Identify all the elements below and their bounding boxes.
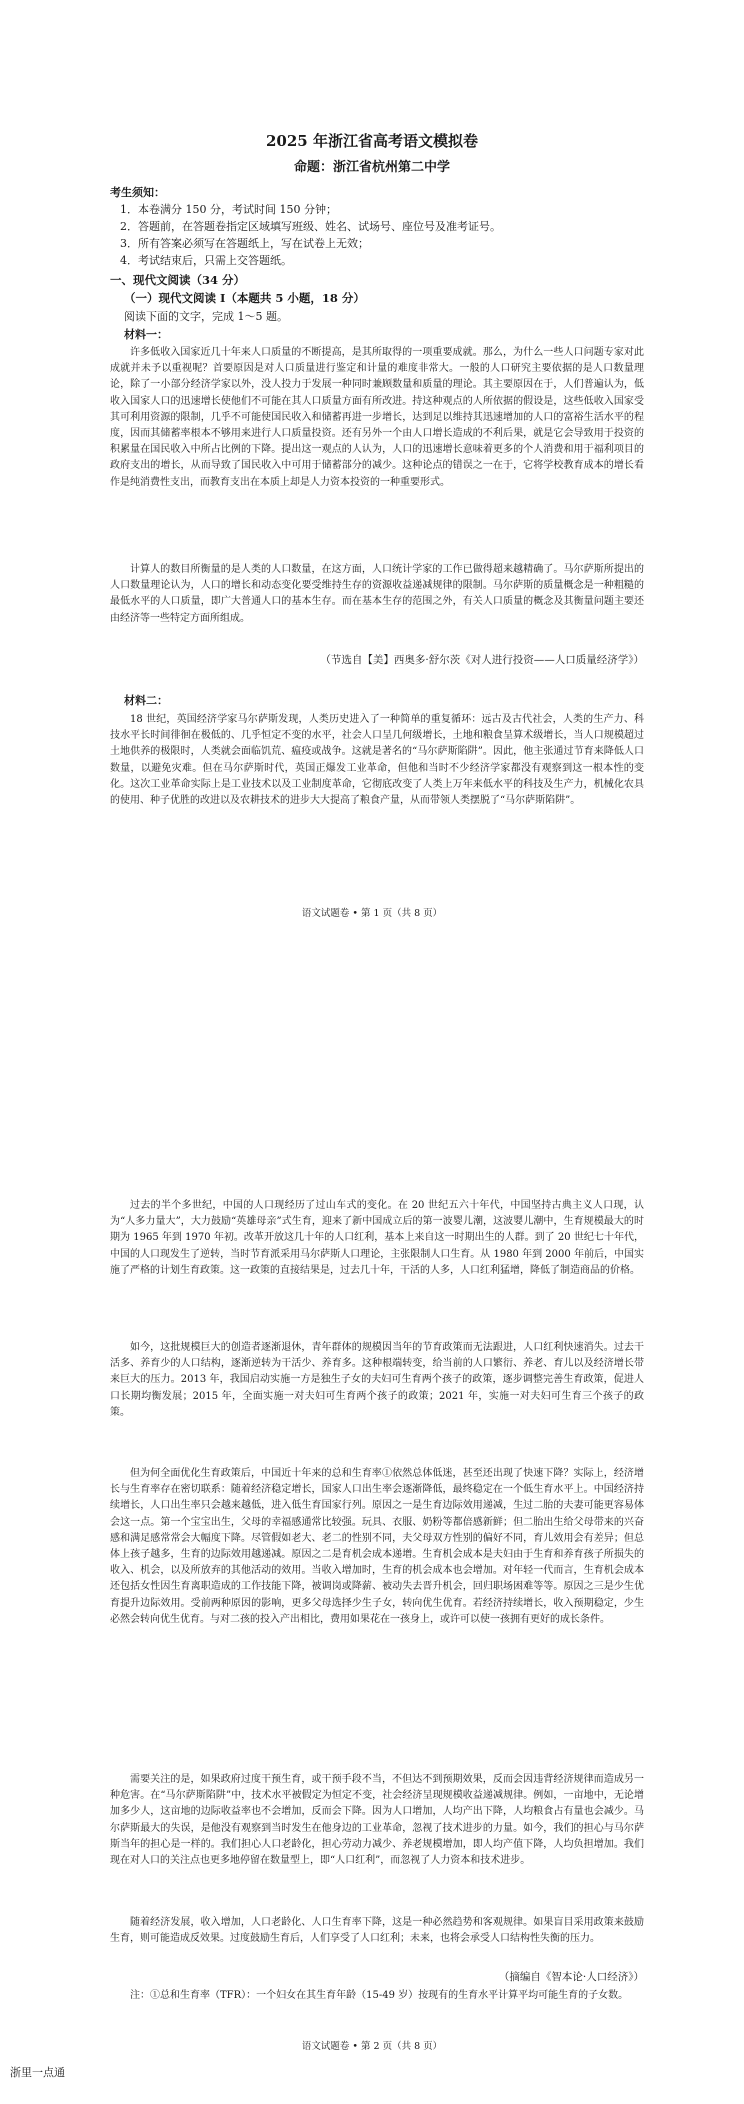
notice-item: 3．所有答案必须写在答题纸上，写在试卷上无效；	[120, 237, 369, 250]
body-paragraph: 过去的半个多世纪，中国的人口现经历了过山车式的变化。在 20 世纪五六十年代，中国坚持古典主义人口现，认为“人多力量大”，大力鼓励“英雄母亲”式生育，迎来了新中国成立后的第一波婴儿潮，这波婴儿潮中，生育规模最大的时期为 1965 年到 1970 年初。改革开放这几十年的人口红利，基本上来自这一时期出生的人群。到了 20 世纪七十年代，中国的人口现发生了逆转，当时节育派采用马尔萨斯人口理论，主张限制人口生育。从 1980 年到 2000 年前后，中国实施了严格的计划生育政策。这一政策的直接结果是，过去几十年，干活的人多，人口红利猛增，降低了制造商品的价格。	[110, 1200, 644, 1276]
body-paragraph: 随着经济发展，收入增加，人口老龄化、人口生育率下降，这是一种必然趋势和客观规律。如果盲目采用政策来鼓励生育，则可能造成反效果。过度鼓励生育后，人们享受了人口红利；未来，也将会承受人口结构性失衡的压力。	[110, 1917, 644, 1945]
page-footer: 语文试题卷 • 第 2 页（共 8 页）	[301, 2041, 443, 2052]
material-1-source: （节选自【美】西奥多·舒尔茨《对人进行投资——人口质量经济学》）	[320, 654, 644, 666]
exam-page-1	[0, 0, 744, 980]
exam-page-2	[0, 980, 744, 2104]
corner-label: 浙里一点通	[10, 2066, 65, 2079]
notice-title: 考生须知：	[110, 186, 165, 199]
body-paragraph: 如今，这批规模巨大的创造者逐渐退休，青年群体的规模因当年的节育政策而无法跟进，人口红利快速消失。过去干活多、养育少的人口结构，逐渐逆转为干活少、养育多。这种根端转变，给当前的人口繁衍、养老、育儿以及经济增长带来巨大的压力。2013 年，我国启动实施一方是独生子女的夫妇可生育两个孩子的政策，逐步调整完善生育政策，促进人口长期均衡发展；2015 年，全面实施一对夫妇可生育两个孩子的政策；2021 年，实施一对夫妇可生育三个孩子的政策。	[110, 1342, 644, 1418]
material-2-paragraph: 18 世纪，英国经济学家马尔萨斯发现，人类历史进入了一种简单的重复循环：远古及古代社会，人类的生产力、科技水平长时间徘徊在极低的、几乎恒定不变的水平，社会人口呈几何级增长，土地和粮食呈算术级增长，当人口规模超过土地供养的极限时，人类就会面临饥荒、瘟疫或战争。这就是著名的“马尔萨斯陷阱”。因此，他主张通过节育来降低人口数量，以避免灾难。但在马尔萨斯时代，英国正爆发工业革命，但他和当时不少经济学家都没有观察到这一根本性的变化。这次工业革命实际上是工业技术以及工业制度革命，它彻底改变了人类上万年来低水平的科技及生产力，机械化农具的使用、种子优胜的改进以及农耕技术的进步大大提高了粮食产量，从而带领人类摆脱了“马尔萨斯陷阱”。	[110, 714, 644, 807]
exam-author: 命题：浙江省杭州第二中学	[293, 160, 450, 175]
footnote: 注：①总和生育率（TFR）：一个妇女在其生育年龄（15-49 岁）按现有的生育水平计算平均可能生育的子女数。	[130, 1990, 629, 2001]
notice-item: 4．考试结束后，只需上交答题纸。	[120, 254, 292, 267]
section-heading: 一、现代文阅读（34 分）	[110, 273, 246, 287]
page-footer: 语文试题卷 • 第 1 页（共 8 页）	[301, 908, 443, 919]
material-1-paragraph: 许多低收入国家近几十年来人口质量的不断提高，是其所取得的一项重要成就。那么，为什么一些人口问题专家对此成就并未予以重视呢？首要原因是对人口质量进行鉴定和计量的难度非常大。一般的人口研究主要依据的是人口数量理论，除了一小部分经济学家以外，没人投力于发展一种同时兼顾数量和质量的理论。其主要原因在于，人们普遍认为，低收入国家人口的迅速增长使他们不可能在其人口质量方面有所改进。持这种观点的人所依据的假设是，这些低收入国家受其可利用资源的限制，几乎不可能使国民收入和储蓄再进一步增长，达到足以维持其迅速增加的人口的富裕生活水平的程度，因而其储蓄率根本不够用来进行人口质量投资。还有另外一个由人口增长造成的不利后果，就是它会导致用于投资的积累量在国民收入中所占比例的下降。提出这一观点的人认为，人口的迅速增长意味着更多的个人消费和用于福利项目的政府支出的增长，从而导致了国民收入中可用于储蓄部分的减少。这种论点的错误之一在于，它将学校教育成本的增长看作是纯消费性支出，而教育支出在本质上却是人力资本投资的一种重要形式。	[110, 347, 644, 488]
notice-item: 1．本卷满分 150 分，考试时间 150 分钟；	[120, 203, 337, 216]
body-paragraph: 但为何全面优化生育政策后，中国近十年来的总和生育率①依然总体低迷，甚至还出现了快速下降？实际上，经济增长与生育率存在密切联系：随着经济稳定增长，国家人口出生率会逐渐降低，最终稳定在一个低生育水平上。中国经济持续增长，人口出生率只会越来越低，进入低生育国家行列。原因之一是生育边际效用递减，生过二胎的夫妻可能更容易体会这一点。第一个宝宝出生，父母的幸福感通常比较强。玩具、衣服、奶粉等都倍感新鲜；但二胎出生给父母带来的兴奋感和满足感常常会大幅度下降。尽管假如老大、老二的性别不同，夫父母双方性别的偏好不同，育儿效用会有差异；但总体上孩子越多，生育的边际效用越递减。原因之二是育机会成本递增。生育机会成本是夫妇由于生育和养育孩子所损失的收入、机会，以及所放弃的其他活动的效用。当收入增加时，生育的机会成本也会增加。对年轻一代而言，生育机会成本还包括女性因生育离职造成的工作技能下降，被调岗或降薪、被动失去晋升机会，回归职场困难等等。原因之三是少生优育提升边际效用。受前两种原因的影响，更多父母选择少生子女，转向优生优育。若经济持续增长，收入预期稳定，少生必然会转向优生优育。与对二孩的投入产出相比，费用如果花在一孩身上，或许可以使一孩拥有更好的成长条件。	[110, 1468, 644, 1625]
notice-item: 2．答题前，在答题卷指定区域填写班级、姓名、试场号、座位号及准考证号。	[120, 220, 501, 233]
page-2-source: （摘编自《智本论·人口经济》）	[498, 1971, 644, 1983]
subsection-heading: （一）现代文阅读 Ⅰ（本题共 5 小题，18 分）	[124, 291, 365, 305]
material-1-paragraph: 计算人的数目所衡量的是人类的人口数量，在这方面，人口统计学家的工作已做得超来越精确了。马尔萨斯所提出的人口数量理论认为，人口的增长和动态变化要受维持生存的资源收益递减规律的限制。马尔萨斯的质量概念是一种粗糙的最低水平的人口质量，即广大普通人口的基本生存。而在基本生存的范围之外，有关人口质量的概念及其衡量问题主要还由经济等一些特定方面所组成。	[110, 564, 644, 624]
body-paragraph: 需要关注的是，如果政府过度干预生育，或干预手段不当，不但达不到预期效果，反而会因违背经济规律而造成另一种危害。在“马尔萨斯陷阱”中，技术水平被假定为恒定不变，社会经济呈现规模收益递减规律。例如，一亩地中，无论增加多少人，这亩地的边际收益率也不会增加，反而会下降。因为人口增加，人均产出下降，人均粮食占有量也会减少。马尔萨斯最大的失误，是他没有观察到当时发生在他身边的工业革命，忽视了技术进步的力量。如今，我们的担心与马尔萨斯当年的担心是一样的。我们担心人口老龄化，担心劳动力减少、养老规模增加，即人均产值下降，人均负担增加。我们现在对人口的关注点也更多地停留在数量型上，即“人口红利”，而忽视了人力资本和技术进步。	[110, 1774, 644, 1867]
material-2-label: 材料二：	[124, 694, 168, 707]
instruction-text: 阅读下面的文字，完成 1～5 题。	[124, 310, 288, 323]
exam-notice	[110, 184, 670, 269]
material-1-label: 材料一：	[124, 328, 168, 341]
exam-title: 2025 年浙江省高考语文模拟卷	[266, 132, 478, 150]
